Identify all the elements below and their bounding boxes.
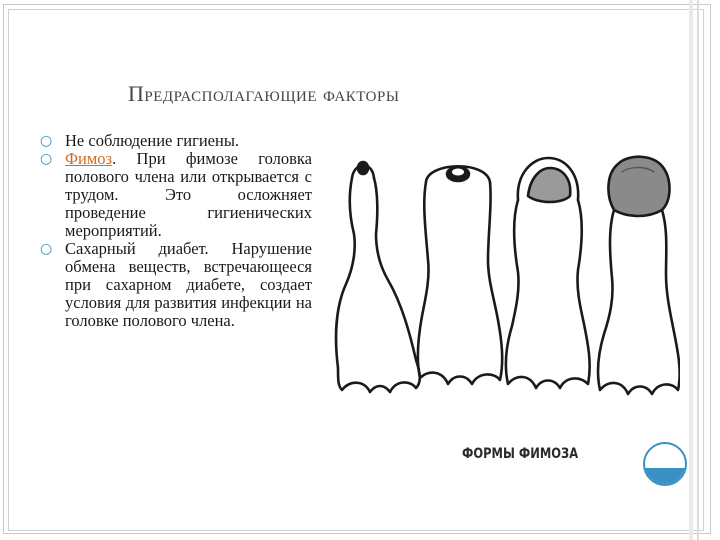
bullet-text: Сахарный диабет. Нарушение обмена веществ, встречающееся при сахарном диабете, создает условия для развития инфекции на головке полового члена. xyxy=(65,239,312,330)
figure-caption: ФОРМЫ ФИМОЗА xyxy=(462,446,579,462)
bullet-item-hygiene xyxy=(40,131,312,150)
decorative-circle-fill xyxy=(645,468,685,484)
bullet-item-phimosis xyxy=(40,149,312,240)
bullet-list xyxy=(40,131,312,330)
phimosis-panel-3 xyxy=(506,158,590,388)
circle-bullet-icon: ○ xyxy=(40,133,53,149)
bullet-item-diabetes xyxy=(40,239,312,330)
phimosis-panel-4 xyxy=(598,157,680,394)
circle-bullet-icon: ○ xyxy=(40,151,53,167)
phimosis-panel-2 xyxy=(418,166,502,384)
slide-title: Предрасполагающие факторы xyxy=(128,81,400,106)
bullet-text: Не соблюдение гигиены. xyxy=(65,131,240,150)
bullet-text: . При фимозе головка полового члена или открывается с трудом. Это осложняет проведение гигиенических мероприятий. xyxy=(65,149,312,240)
phimosis-panel-1 xyxy=(336,162,420,392)
side-strip-thin xyxy=(697,0,699,540)
circle-bullet-icon: ○ xyxy=(40,241,53,257)
phimosis-forms-illustration xyxy=(330,148,680,478)
side-strip xyxy=(689,0,693,540)
decorative-circle xyxy=(643,442,687,486)
phimosis-link[interactable]: Фимоз xyxy=(65,149,113,168)
